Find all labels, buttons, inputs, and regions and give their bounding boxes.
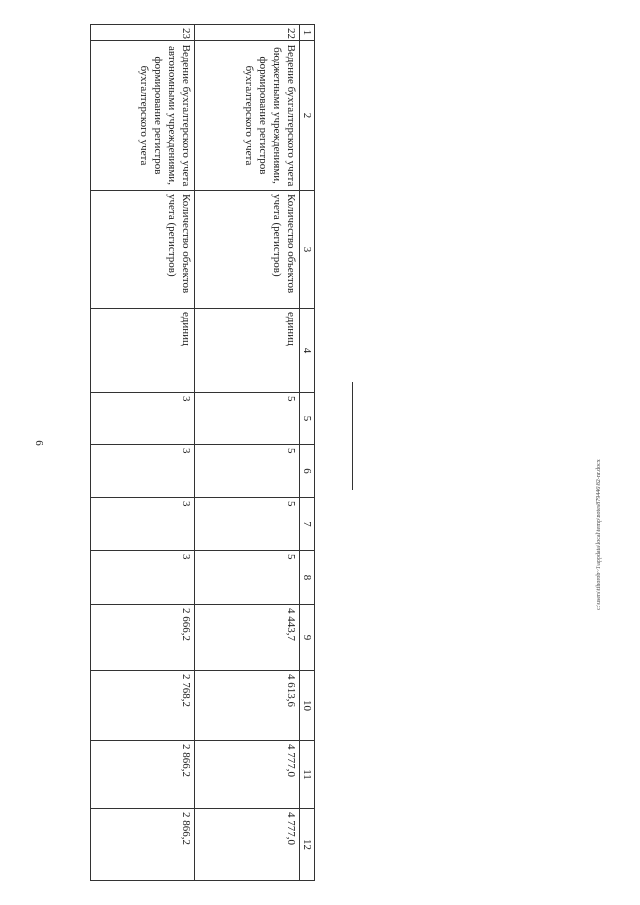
column-header: 2 <box>300 41 315 191</box>
value-cell: 3 <box>91 498 196 551</box>
data-table <box>90 24 315 881</box>
indicator-name: Количество объектов учета (регистров) <box>195 191 300 309</box>
value-cell: 2 666,2 <box>91 605 196 671</box>
value-cell: 4 613,6 <box>195 671 300 741</box>
value-cell: 4 443,7 <box>195 605 300 671</box>
page-number: 6 <box>32 440 45 446</box>
column-header: 9 <box>300 605 315 671</box>
footer-path-text: c:\users\tihorob~1\appdata\local\temp\notes879446\82-nr.docx <box>596 459 602 610</box>
value-cell: 4 777,0 <box>195 809 300 881</box>
row-number: 22 <box>195 25 300 41</box>
column-header: 5 <box>300 393 315 445</box>
horizontal-rule <box>352 382 353 490</box>
table-row <box>91 25 196 881</box>
column-header: 12 <box>300 809 315 881</box>
unit: единиц <box>195 309 300 393</box>
column-header: 8 <box>300 551 315 605</box>
value-cell: 3 <box>91 393 196 445</box>
value-cell: 5 <box>195 393 300 445</box>
table-row <box>195 25 300 881</box>
indicator-name: Количество объектов учета (регистров) <box>91 191 196 309</box>
unit: единиц <box>91 309 196 393</box>
column-header: 4 <box>300 309 315 393</box>
table-header-row <box>300 25 315 881</box>
value-cell: 2 768,2 <box>91 671 196 741</box>
service-name: Ведение бухгалтерского учета бюджетными учреждениями, формирование регистров бухгалтерского учета <box>195 41 300 191</box>
value-cell: 2 866,2 <box>91 809 196 881</box>
value-cell: 3 <box>91 551 196 605</box>
value-cell: 5 <box>195 445 300 498</box>
value-cell: 4 777,0 <box>195 741 300 809</box>
column-header: 1 <box>300 25 315 41</box>
value-cell: 2 866,2 <box>91 741 196 809</box>
service-name: Ведение бухгалтерского учета автономными учреждениями, формирование регистров бухгалтерского учета <box>91 41 196 191</box>
value-cell: 5 <box>195 498 300 551</box>
table-container <box>90 24 315 880</box>
column-header: 3 <box>300 191 315 309</box>
column-header: 11 <box>300 741 315 809</box>
column-header: 7 <box>300 498 315 551</box>
column-header: 6 <box>300 445 315 498</box>
value-cell: 5 <box>195 551 300 605</box>
row-number: 23 <box>91 25 196 41</box>
value-cell: 3 <box>91 445 196 498</box>
column-header: 10 <box>300 671 315 741</box>
